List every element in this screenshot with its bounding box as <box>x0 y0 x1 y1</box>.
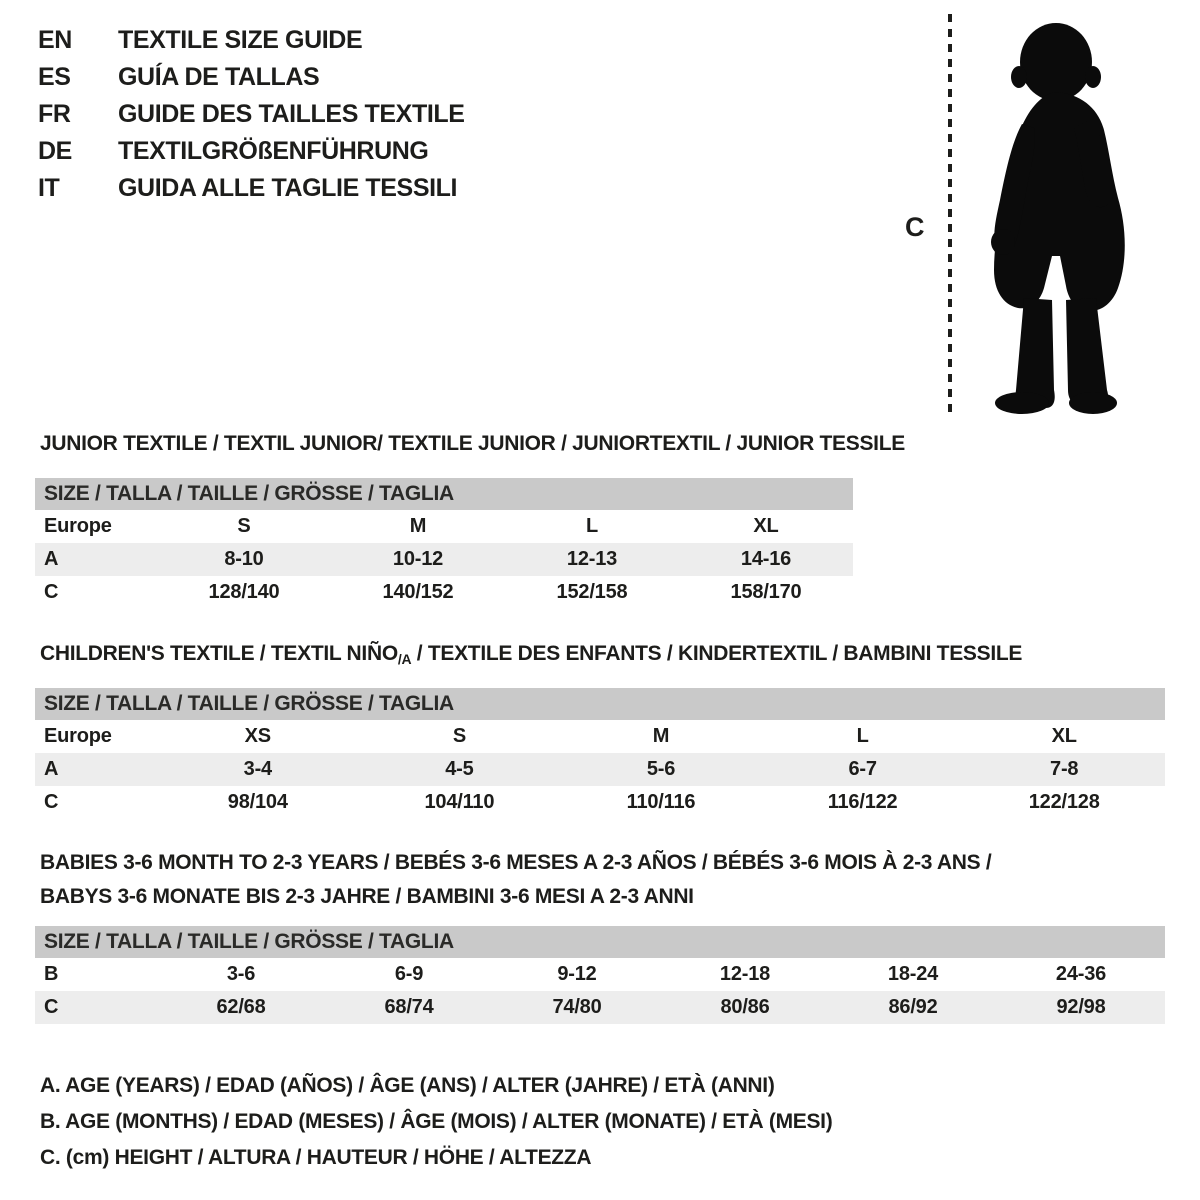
age-cell: 8-10 <box>157 543 331 576</box>
size-cell: M <box>409 515 427 537</box>
children-title-text: CHILDREN'S TEXTILE / TEXTIL NIÑO <box>40 642 398 665</box>
language-row-fr <box>38 96 465 133</box>
legend-line-a: A. AGE (YEARS) / EDAD (AÑOS) / ÂGE (ANS) / ALTER (JAHRE) / ETÀ (ANNI) <box>40 1074 775 1097</box>
babies-size-table <box>35 926 1165 1024</box>
language-code: FR <box>38 100 71 128</box>
height-cell: 152/158 <box>556 581 628 603</box>
junior-size-table <box>35 478 853 609</box>
height-measure-dashed-line <box>948 14 952 416</box>
height-cell: 110/116 <box>626 791 696 813</box>
size-cell: XL <box>753 515 779 537</box>
age-cell: 6-9 <box>394 963 424 985</box>
size-cell: XL <box>1051 725 1077 747</box>
language-row-en <box>38 22 465 59</box>
legend-line-c: C. (cm) HEIGHT / ALTURA / HAUTEUR / HÖHE / ALTEZZA <box>40 1146 592 1169</box>
height-cell: 116/122 <box>827 791 898 813</box>
row-label: C <box>35 991 157 1024</box>
children-size-table <box>35 688 1165 819</box>
language-title: GUIDA ALLE TAGLIE TESSILI <box>118 174 458 202</box>
age-cell: 4-5 <box>359 753 561 786</box>
height-cell: 62/68 <box>157 991 325 1024</box>
age-cell: 7-8 <box>963 753 1165 786</box>
age-cell: 12-18 <box>719 963 771 985</box>
language-guide-list <box>38 22 465 207</box>
height-cell: 140/152 <box>382 581 454 603</box>
row-label: Europe <box>44 515 112 537</box>
size-cell: L <box>856 725 869 747</box>
babies-title-line1: BABIES 3-6 MONTH TO 2-3 YEARS / BEBÉS 3-6 MESES A 2-3 AÑOS / BÉBÉS 3-6 MOIS À 2-3 ANS / <box>40 851 992 874</box>
height-cell: 92/98 <box>997 991 1165 1024</box>
age-cell: 24-36 <box>1055 963 1107 985</box>
children-title-sub: /A <box>397 651 412 667</box>
age-cell: 10-12 <box>331 543 505 576</box>
legend-line-b: B. AGE (MONTHS) / EDAD (MESES) / ÂGE (MOIS) / ALTER (MONATE) / ETÀ (MESI) <box>40 1110 833 1133</box>
language-title: TEXTILGRÖßENFÜHRUNG <box>118 137 429 165</box>
row-label: A <box>35 543 157 576</box>
size-cell: XS <box>244 725 271 747</box>
language-code: EN <box>38 26 72 54</box>
children-title-rest: / TEXTILE DES ENFANTS / KINDERTEXTIL / BAMBINI TESSILE <box>411 642 1023 665</box>
language-row-it <box>38 170 465 207</box>
babies-section-title <box>40 846 991 914</box>
age-cell: 14-16 <box>679 543 853 576</box>
children-section-title <box>40 642 1022 667</box>
row-label: C <box>44 581 59 603</box>
height-cell: 122/128 <box>1028 791 1100 813</box>
junior-section-title: JUNIOR TEXTILE / TEXTIL JUNIOR/ TEXTILE JUNIOR / JUNIORTEXTIL / JUNIOR TESSILE <box>40 432 905 455</box>
toddler-silhouette-icon <box>966 20 1144 420</box>
language-row-es <box>38 59 465 96</box>
height-cell: 104/110 <box>424 791 495 813</box>
junior-size-header: SIZE / TALLA / TAILLE / GRÖSSE / TAGLIA <box>35 478 853 510</box>
language-title: TEXTILE SIZE GUIDE <box>118 26 363 54</box>
age-cell: 12-13 <box>505 543 679 576</box>
row-label: A <box>35 753 157 786</box>
measurement-legend <box>40 1068 832 1176</box>
height-cell: 128/140 <box>208 581 280 603</box>
row-label: B <box>44 963 59 985</box>
age-cell: 5-6 <box>560 753 762 786</box>
height-cell: 68/74 <box>325 991 493 1024</box>
age-cell: 3-6 <box>226 963 256 985</box>
row-label: C <box>44 791 59 813</box>
children-size-header: SIZE / TALLA / TAILLE / GRÖSSE / TAGLIA <box>35 688 1165 720</box>
size-cell: S <box>237 515 251 537</box>
height-measure-label: C <box>905 212 925 242</box>
language-title: GUIDE DES TAILLES TEXTILE <box>118 100 465 128</box>
height-cell: 98/104 <box>227 791 288 813</box>
size-cell: S <box>452 725 466 747</box>
language-title: GUÍA DE TALLAS <box>118 63 320 91</box>
height-cell: 80/86 <box>661 991 829 1024</box>
height-cell: 86/92 <box>829 991 997 1024</box>
size-cell: L <box>585 515 599 537</box>
age-cell: 9-12 <box>557 963 597 985</box>
age-cell: 3-4 <box>157 753 359 786</box>
language-code: DE <box>38 137 72 165</box>
row-label: Europe <box>44 725 112 747</box>
babies-size-header: SIZE / TALLA / TAILLE / GRÖSSE / TAGLIA <box>35 926 1165 958</box>
size-cell: M <box>652 725 670 747</box>
height-cell: 74/80 <box>493 991 661 1024</box>
babies-title-line2: BABYS 3-6 MONATE BIS 2-3 JAHRE / BAMBINI 3-6 MESI A 2-3 ANNI <box>40 885 694 908</box>
language-row-de <box>38 133 465 170</box>
age-cell: 6-7 <box>762 753 964 786</box>
language-code: IT <box>38 174 60 202</box>
age-cell: 18-24 <box>887 963 939 985</box>
language-code: ES <box>38 63 71 91</box>
height-cell: 158/170 <box>730 581 802 603</box>
